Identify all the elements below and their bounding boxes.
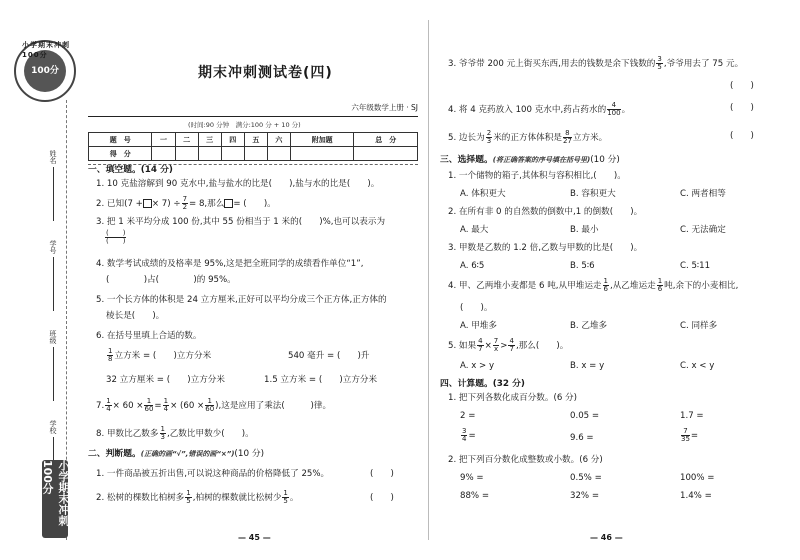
calc-q2: 2. 把下列百分数化成整数或小数。(6 分) xyxy=(448,455,603,465)
score-cell[interactable] xyxy=(152,147,175,161)
choice-q3: 3. 甲数是乙数的 1.2 倍,乙数与甲数的比是( )。 xyxy=(448,243,643,253)
name-field[interactable]: 姓名 xyxy=(48,150,58,221)
score-header-cell: 三 xyxy=(198,133,221,147)
judge-q1: 1. 一件商品被五折出售,可以说这种商品的价格降低了 25%。 xyxy=(96,469,330,479)
fill-q8: 8. 甲数比乙数多 $\frac{1}{3}$ ,乙数比甲数少( )。 xyxy=(96,425,254,441)
score-table xyxy=(88,132,418,161)
right-page xyxy=(440,12,786,552)
score-entry-row xyxy=(89,147,418,161)
student-id-field[interactable]: 学号 xyxy=(48,240,58,311)
fill-q4-line2: ( )占( )的 95%。 xyxy=(106,275,236,285)
judge-q3-answer[interactable]: ( ) xyxy=(730,81,754,91)
calc-q1: 1. 把下列各数化成百分数。(6 分) xyxy=(448,393,577,403)
score-header-cell: 附加题 xyxy=(290,133,353,147)
score-header-cell: 二 xyxy=(175,133,198,147)
calc-item[interactable]: 32% = xyxy=(570,491,600,501)
section-1-heading: 一、填空题。(14 分) xyxy=(88,165,173,175)
choice-option[interactable]: B. 乙堆多 xyxy=(570,321,608,331)
logo-ring-text: 小学期末冲刺100分 xyxy=(22,41,70,59)
section-4-heading: 四、计算题。(32 分) xyxy=(440,379,525,389)
fill-q3-fraction xyxy=(104,230,127,245)
judge-q5: 5. 边长为 $\frac{2}{3}$ 米的正方体体积是 $\frac{8}{27}$ 立方米。 xyxy=(448,129,608,145)
fill-q6-item-a: $\frac{1}{8}$ 立方米 = ( )立方分米 xyxy=(108,347,212,363)
score-cell[interactable] xyxy=(198,147,221,161)
school-field[interactable]: 学校 xyxy=(48,420,58,491)
choice-option[interactable]: A. 6∶5 xyxy=(460,261,485,271)
score-header-cell: 题 号 xyxy=(89,133,152,147)
judge-q4-answer[interactable]: ( ) xyxy=(730,103,754,113)
calc-item[interactable]: 9.6 = xyxy=(570,433,594,443)
choice-option[interactable]: A. 甲堆多 xyxy=(460,321,497,331)
score-row-label: 得 分 xyxy=(89,147,152,161)
calc-item[interactable]: $\frac{3}{4}$ = xyxy=(462,427,476,443)
score-header-cell: 一 xyxy=(152,133,175,147)
fill-q6: 6. 在括号里填上合适的数。 xyxy=(96,331,202,341)
page-number: — 46 — xyxy=(590,533,623,542)
fill-q2: 2. 已知(7 + × 7) ÷ $\frac{7}{2}$ = 8,那么 = ( )。 xyxy=(96,195,276,211)
title-rule xyxy=(88,116,418,117)
calc-item[interactable]: 2 = xyxy=(460,411,476,421)
judge-q1-answer[interactable]: ( ) xyxy=(370,469,394,479)
fraction: $\frac{1}{8}$ xyxy=(108,347,113,363)
score-cell[interactable] xyxy=(244,147,267,161)
class-field[interactable]: 班级 xyxy=(48,330,58,401)
judge-q2: 2. 松树的棵数比柏树多 $\frac{1}{5}$ ,柏树的棵数就比松树少 $\frac{1}{5}$ 。 xyxy=(96,489,299,505)
choice-option[interactable]: A. x > y xyxy=(460,361,495,371)
calc-item[interactable]: 0.5% = xyxy=(570,473,602,483)
score-cell[interactable] xyxy=(175,147,198,161)
section-3-heading: 三、选择题。(将正确答案的序号填在括号里)(10 分) xyxy=(440,155,620,165)
fraction[interactable]: $\frac{( )}{( )}$ xyxy=(106,229,126,245)
page-divider xyxy=(428,20,429,540)
choice-option[interactable]: B. 5∶6 xyxy=(570,261,595,271)
fill-q4-line1: 4. 数学考试成绩的及格率是 95%,这是把全班同学的成绩看作单位“1”, xyxy=(96,259,364,269)
judge-q4: 4. 将 4 克药放入 100 克水中,药占药水的 $\frac{4}{100}$ 。 xyxy=(448,101,631,117)
logo-inner: 100分 xyxy=(24,50,66,92)
choice-option[interactable]: B. 最小 xyxy=(570,225,599,235)
score-header-cell: 六 xyxy=(267,133,290,147)
score-header-cell: 五 xyxy=(244,133,267,147)
calc-item[interactable]: 1.7 = xyxy=(680,411,704,421)
choice-option[interactable]: A. 最大 xyxy=(460,225,489,235)
score-header-cell: 总 分 xyxy=(354,133,418,147)
choice-option[interactable]: C. 两者相等 xyxy=(680,189,726,199)
score-header-row xyxy=(89,133,418,147)
calc-item[interactable]: 100% = xyxy=(680,473,715,483)
choice-q5: 5. 如果 $\frac{4}{7}$ × $\frac{7}{x}$ > $\frac{4}{7}$ ,那么( )。 xyxy=(448,337,569,353)
binding-strip xyxy=(0,0,86,560)
fill-q6-item-d: 1.5 立方米 = ( )立方分米 xyxy=(264,375,378,385)
blank-box[interactable] xyxy=(143,199,152,208)
section-2-heading: 二、判断题。(正确的画“√”,错误的画“×”)(10 分) xyxy=(88,449,265,459)
grade-label: 六年级数学上册 · SJ xyxy=(351,103,418,112)
choice-q4-blank[interactable]: ( )。 xyxy=(460,303,493,313)
choice-option[interactable]: C. 5∶11 xyxy=(680,261,711,271)
fill-q6-item-b: 540 毫升 = ( )升 xyxy=(288,351,370,361)
score-cell[interactable] xyxy=(221,147,244,161)
series-badge: 小学期末冲刺100分 xyxy=(42,460,68,538)
fill-q5-line1: 5. 一个长方体的体积是 24 立方厘米,正好可以平均分成三个正方体,正方体的 xyxy=(96,295,387,305)
page-title: 期末冲刺测试卷(四) xyxy=(198,65,333,81)
choice-option[interactable]: C. x < y xyxy=(680,361,715,371)
time-limit: (时间:90 分钟 满分:100 分 + 10 分) xyxy=(188,121,301,129)
calc-item[interactable]: 88% = xyxy=(460,491,490,501)
series-logo xyxy=(14,40,76,102)
fill-q7: 7. $\frac{1}{4}$ × 60 × $\frac{1}{60}$ = $\frac{1}{4}$ × (60 × $\frac{1}{60}$ ),这是应用了乘法( )律。 xyxy=(96,397,332,413)
score-header-cell: 四 xyxy=(221,133,244,147)
left-page xyxy=(88,12,422,552)
fill-q5-line2: 棱长是( )。 xyxy=(106,311,165,321)
choice-option[interactable]: C. 同样多 xyxy=(680,321,718,331)
blank-box[interactable] xyxy=(224,199,233,208)
choice-option[interactable]: B. x = y xyxy=(570,361,605,371)
fill-q1: 1. 10 克盐溶解到 90 克水中,盐与盐水的比是( ),盐与水的比是( )。 xyxy=(96,179,380,189)
judge-q5-answer[interactable]: ( ) xyxy=(730,131,754,141)
judge-q2-answer[interactable]: ( ) xyxy=(370,493,394,503)
choice-q2: 2. 在所有非 0 的自然数的倒数中,1 的倒数( )。 xyxy=(448,207,643,217)
score-cell[interactable] xyxy=(267,147,290,161)
choice-option[interactable]: B. 容积更大 xyxy=(570,189,616,199)
choice-option[interactable]: A. 体积更大 xyxy=(460,189,506,199)
fill-q6-item-c: 32 立方厘米 = ( )立方分米 xyxy=(106,375,225,385)
choice-option[interactable]: C. 无法确定 xyxy=(680,225,726,235)
fill-q3: 3. 把 1 米平均分成 100 份,其中 55 份相当于 1 米的( )%,也可以表示为 xyxy=(96,217,386,227)
judge-q3: 3. 爷爷带 200 元上街买东西,用去的钱数是余下钱数的 $\frac{3}{5}$ ,爷爷用去了 75 元。 xyxy=(448,55,744,71)
calc-item[interactable]: 9% = xyxy=(460,473,484,483)
fraction: $\frac{7}{2}$ xyxy=(182,195,188,211)
page-number: — 45 — xyxy=(238,533,271,542)
calc-item[interactable]: $\frac{7}{35}$ = xyxy=(681,427,699,443)
calc-item[interactable]: 1.4% = xyxy=(680,491,712,501)
score-cell[interactable] xyxy=(290,147,353,161)
score-cell[interactable] xyxy=(354,147,418,161)
calc-item[interactable]: 0.05 = xyxy=(570,411,600,421)
choice-q4: 4. 甲、乙两堆小麦都是 6 吨,从甲堆运走 $\frac{1}{6}$ ,从乙堆运走 $\frac{1}{6}$ 吨,余下的小麦相比, xyxy=(448,277,739,293)
choice-q1: 1. 一个储物的箱子,其体积与容积相比,( )。 xyxy=(448,171,626,181)
